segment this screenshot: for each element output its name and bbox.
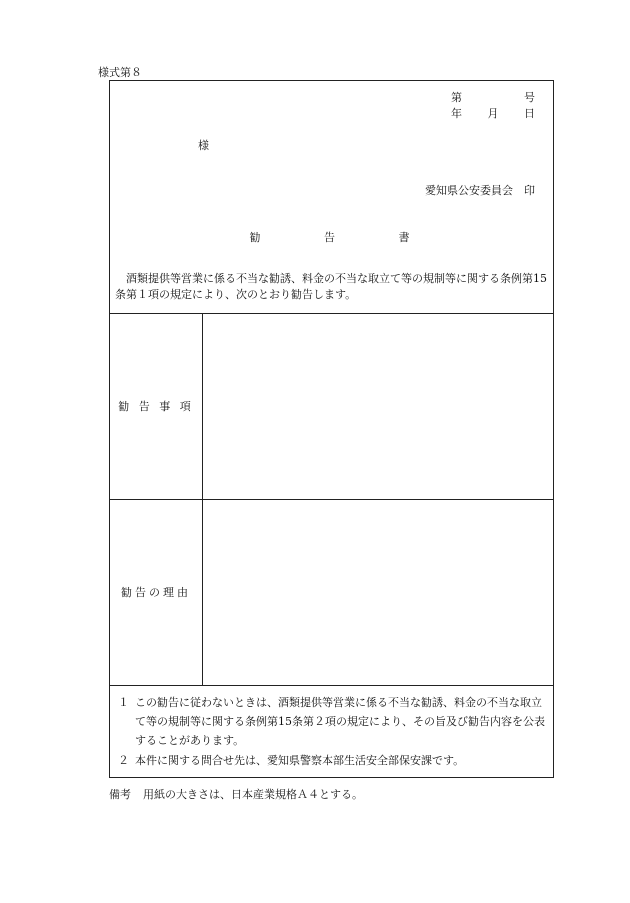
recommendation-items-label: 勧 告 事 項 [110,313,203,499]
date-month-label: 月 [487,107,499,120]
title-char-2: 告 [324,231,339,244]
recommendation-reason-label: 勧告の理由 [110,499,203,685]
notice-form [109,80,554,778]
footer-remark-text: 用紙の大きさは、日本産業規格Ａ４とする。 [143,788,363,801]
recommendation-reason-row [110,499,553,686]
doc-number-suffix: 号 [524,91,535,104]
note-number: １ [118,696,129,709]
recommendation-items-row [110,313,553,500]
footer-remark [109,786,363,802]
note-text: この勧告に従わないときは、酒類提供等営業に係る不当な勧誘、料金の不当な取立て等の規制等に関する条例第15条第２項の規定により、その旨及び勧告内容を公表することがあります。 [135,696,545,747]
document-title [110,229,553,245]
recommendation-reason-field[interactable] [203,499,553,685]
notes-block [110,685,553,777]
date-day-label: 日 [524,107,535,120]
recommendation-items-field[interactable] [203,313,553,499]
title-char-3: 書 [398,231,414,244]
note-number: ２ [118,754,129,767]
issuer-line: 愛知県公安委員会 印 [425,184,535,197]
note-item [118,693,547,750]
date-year-label: 年 [451,107,462,120]
title-char-1: 勧 [249,231,265,244]
note-item [118,751,547,770]
doc-number-prefix: 第 [451,91,462,104]
form-number: 様式第８ [98,66,142,79]
note-text: 本件に関する問合せ先は、愛知県警察本部生活安全部保安課です。 [135,754,465,767]
intro-paragraph: 酒類提供等営業に係る不当な勧誘、料金の不当な取立て等の規制等に関する条例第15条第１項の規定により、次のとおり勧告します。 [115,272,547,301]
footer-remark-label: 備考 [109,788,131,801]
header-block [110,81,553,314]
document-number-block [451,90,535,122]
recipient-line: 様 [198,139,209,152]
